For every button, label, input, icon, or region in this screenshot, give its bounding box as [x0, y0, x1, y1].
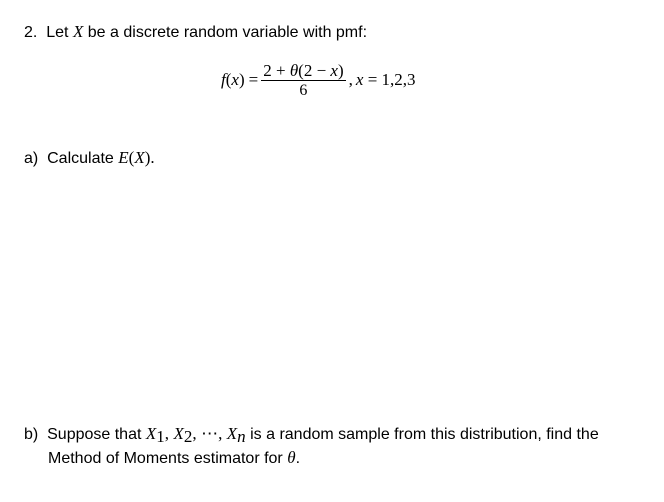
- question-number: 2.: [24, 24, 38, 41]
- ellipsis: ⋯: [201, 424, 219, 443]
- part-b-line-2: [48, 448, 300, 469]
- question-stem: [24, 22, 367, 43]
- part-b-text-after: is a random sample from this distribution, find the: [250, 426, 599, 443]
- part-a: [24, 148, 155, 169]
- numerator-open: (2 −: [298, 60, 331, 80]
- numerator-x: x: [330, 60, 338, 80]
- formula-fraction: [261, 61, 345, 100]
- part-b-line-1: [24, 424, 599, 445]
- variable-X: X: [72, 22, 84, 41]
- support-x: x: [355, 70, 364, 89]
- expectation-E: E: [118, 148, 129, 167]
- part-b-label: b): [24, 426, 39, 443]
- sample-Xn: $X_n$: [226, 424, 246, 446]
- theta-symbol-b: θ: [287, 448, 296, 467]
- sep-3: ,: [218, 424, 223, 443]
- formula-equals: =: [248, 70, 259, 89]
- part-a-X: X: [134, 148, 145, 167]
- sep-1: ,: [164, 424, 170, 443]
- pmf-formula: [221, 58, 416, 102]
- question-rest: be a discrete random variable with pmf:: [87, 24, 368, 41]
- support-values: 1,2,3: [381, 70, 416, 89]
- part-b-end: .: [295, 450, 301, 467]
- part-a-open: (: [128, 148, 135, 167]
- formula-open-paren: (: [225, 70, 232, 89]
- part-a-label: a): [24, 150, 39, 167]
- sample-X1: $X_1$: [145, 424, 165, 446]
- part-b-text-before: Suppose that: [47, 426, 142, 443]
- formula-x: x: [231, 70, 239, 89]
- sample-X2: $X_2$: [173, 424, 193, 446]
- fraction-denominator: 6: [299, 81, 308, 99]
- sep-2: ,: [192, 424, 197, 443]
- numerator-close: ): [337, 60, 344, 80]
- formula-f: f: [221, 70, 226, 89]
- part-a-text: Calculate: [47, 150, 114, 167]
- formula-comma: ,: [348, 70, 353, 89]
- part-b-line2-text: Method of Moments estimator for: [48, 450, 283, 467]
- numerator-prefix: 2 +: [263, 60, 290, 80]
- support-equals: =: [363, 70, 382, 89]
- formula-close-paren: ): [238, 70, 245, 89]
- part-a-close: ).: [144, 148, 155, 167]
- theta-symbol: θ: [289, 60, 299, 80]
- question-lead: Let: [46, 24, 69, 41]
- fraction-numerator: [261, 61, 345, 80]
